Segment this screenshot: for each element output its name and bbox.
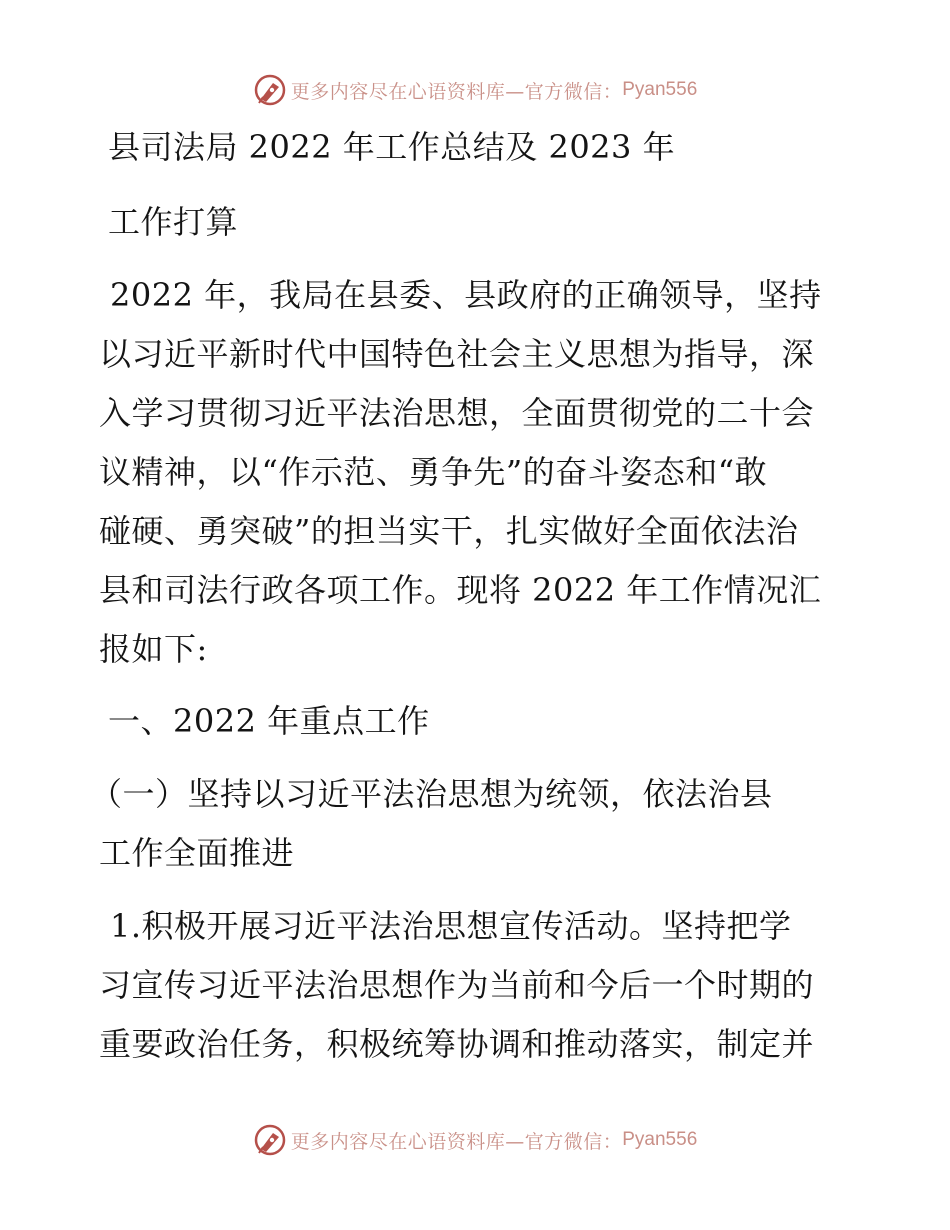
watermark-wechat-id: Pyan556 [622, 79, 698, 100]
paragraph-line: 碰硬、勇突破”的担当实干，扎实做好全面依法治 [99, 512, 799, 550]
watermark-footer [0, 1120, 950, 1160]
subsection-heading-line: （一）坚持以习近平法治思想为统领，依法治县 [90, 775, 773, 813]
subsection-heading-line: 工作全面推进 [99, 834, 295, 872]
pen-nib-logo-icon [253, 73, 287, 107]
doc-title-line-2: 工作打算 [108, 203, 239, 241]
paragraph-line: 习宣传习近平法治思想作为当前和今后一个时期的 [99, 966, 815, 1004]
paragraph-line: 2022 年，我局在县委、县政府的正确领导，坚持 [110, 276, 822, 314]
watermark-text: 更多内容尽在心语资料库—官方微信： [290, 1130, 623, 1153]
paragraph-line: 报如下: [99, 630, 208, 668]
pen-nib-logo-icon [253, 1123, 287, 1157]
paragraph-line: 重要政治任务，积极统筹协调和推动落实，制定并 [99, 1025, 815, 1063]
section-heading: 一、2022 年重点工作 [108, 702, 430, 740]
doc-title-line-1: 县司法局 2022 年工作总结及 2023 年 [108, 128, 676, 166]
watermark-text: 更多内容尽在心语资料库—官方微信： [290, 80, 623, 103]
watermark-header [0, 70, 950, 110]
paragraph-line: 以习近平新时代中国特色社会主义思想为指导，深 [99, 335, 815, 373]
paragraph-line: 议精神，以“作示范、勇争先”的奋斗姿态和“敢 [99, 453, 768, 491]
paragraph-line: 入学习贯彻习近平法治思想，全面贯彻党的二十会 [99, 394, 815, 432]
paragraph-line: 1.积极开展习近平法治思想宣传活动。坚持把学 [110, 907, 792, 945]
paragraph-line: 县和司法行政各项工作。现将 2022 年工作情况汇 [99, 571, 822, 609]
watermark-wechat-id: Pyan556 [622, 1129, 698, 1150]
